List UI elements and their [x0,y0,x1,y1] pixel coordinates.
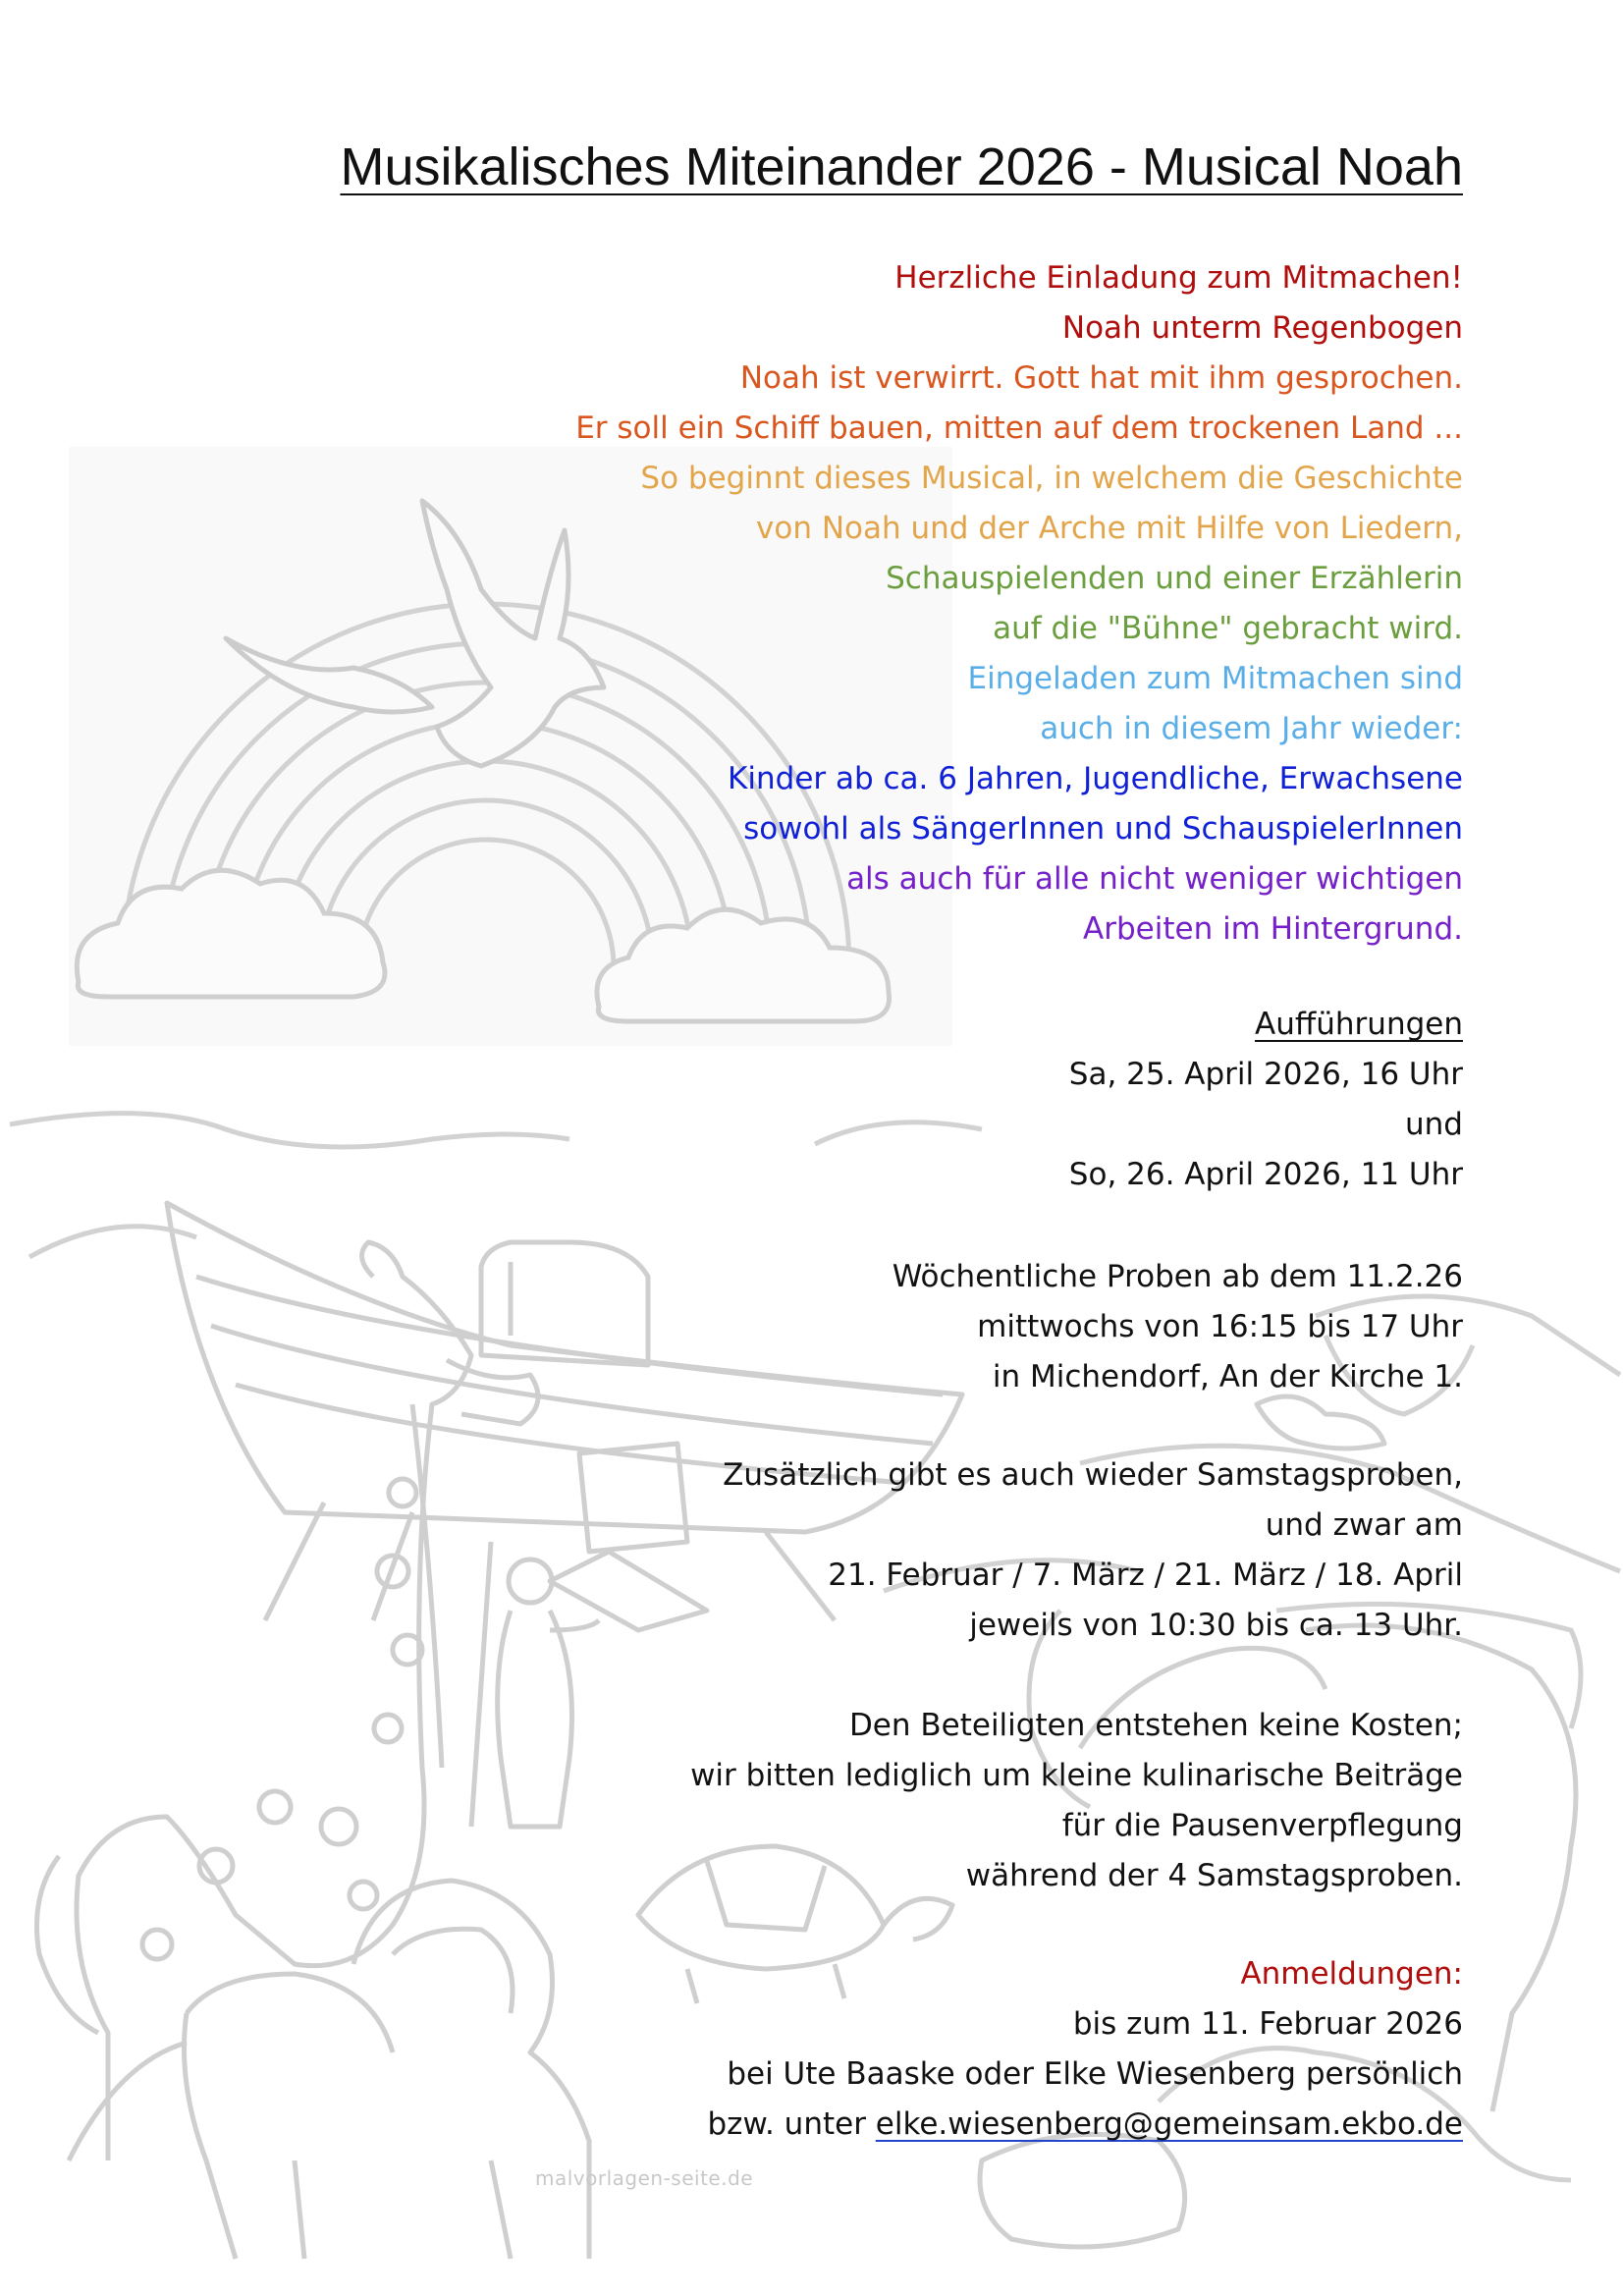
registration-email-link[interactable]: elke.wiesenberg@gemeinsam.ekbo.de [875,2106,1463,2142]
intro-line: als auch für alle nicht weniger wichtigen [846,861,1463,897]
intro-line: Noah ist verwirrt. Gott hat mit ihm gesprochen. [739,360,1463,396]
intro-line: Herzliche Einladung zum Mitmachen! [894,260,1463,296]
performances-heading: Aufführungen [1255,1007,1463,1042]
registration-deadline: bis zum 11. Februar 2026 [1072,2006,1463,2042]
performance-date: So, 26. April 2026, 11 Uhr [1068,1157,1463,1192]
rehearsal-start: Wöchentliche Proben ab dem 11.2.26 [892,1259,1463,1294]
registration-email-line [708,2100,1464,2150]
intro-line: sowohl als SängerInnen und SchauspielerInnen [743,811,1463,847]
intro-line: Schauspielenden und einer Erzählerin [886,561,1463,596]
page-title: Musikalisches Miteinander 2026 - Musical Noah [340,137,1463,196]
intro-line: Eingeladen zum Mitmachen sind [967,661,1463,696]
intro-line: von Noah und der Arche mit Hilfe von Liedern, [756,511,1463,546]
saturday-intro-cont: und zwar am [1265,1507,1463,1543]
registration-contacts: bei Ute Baaske oder Elke Wiesenberg persönlich [727,2056,1463,2092]
registration-heading: Anmeldungen: [1240,1956,1463,1992]
saturday-rehearsals-section [723,1450,1463,1651]
costs-line: Den Beteiligten entstehen keine Kosten; [848,1708,1463,1743]
intro-line: auch in diesem Jahr wieder: [1040,711,1463,746]
rehearsals-section [893,1252,1463,1402]
saturday-intro: Zusätzlich gibt es auch wieder Samstagsproben, [723,1457,1463,1493]
intro-line: So beginnt dieses Musical, in welchem die Geschichte [640,461,1463,496]
saturday-dates: 21. Februar / 7. März / 21. März / 18. April [828,1558,1463,1593]
saturday-times: jeweils von 10:30 bis ca. 13 Uhr. [969,1608,1463,1643]
registration-email-prefix: bzw. unter [707,2106,876,2142]
performances-section [1069,1000,1463,1200]
rehearsal-time: mittwochs von 16:15 bis 17 Uhr [977,1309,1463,1344]
registration-section [708,1949,1464,2150]
costs-line: wir bitten lediglich um kleine kulinarische Beiträge [690,1758,1463,1793]
intro-text [575,253,1463,955]
watermark-text: malvorlagen-seite.de [535,2166,754,2190]
intro-line: auf die "Bühne" gebracht wird. [993,611,1463,646]
intro-line: Noah unterm Regenbogen [1061,310,1463,346]
intro-line: Er soll ein Schiff bauen, mitten auf dem trockenen Land ... [575,410,1463,446]
performance-connector: und [1405,1107,1463,1142]
performance-date: Sa, 25. April 2026, 16 Uhr [1068,1057,1463,1092]
rehearsal-location: in Michendorf, An der Kirche 1. [992,1359,1463,1394]
costs-line: während der 4 Samstagsproben. [965,1858,1463,1893]
intro-line: Arbeiten im Hintergrund. [1083,911,1463,947]
intro-line: Kinder ab ca. 6 Jahren, Jugendliche, Erwachsene [728,761,1463,796]
costs-section [690,1701,1463,1901]
costs-line: für die Pausenverpflegung [1061,1808,1463,1843]
